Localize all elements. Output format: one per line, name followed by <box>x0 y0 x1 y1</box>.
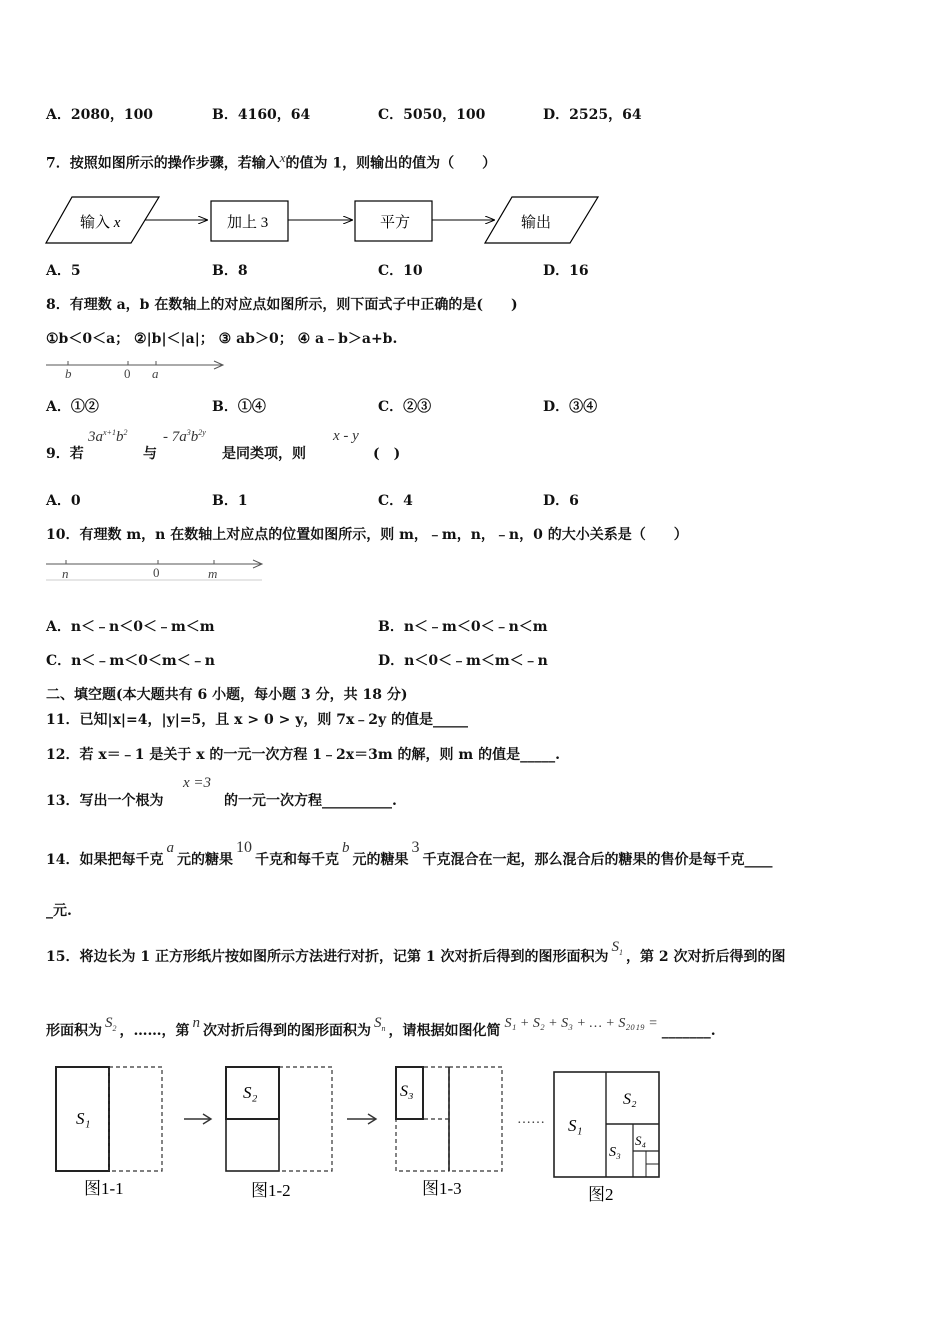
q14-num-3: 3 <box>411 839 420 856</box>
q15-line-2-part-1: 形面积为 <box>46 1023 102 1039</box>
q15-blank: _______. <box>661 1023 716 1039</box>
fig-ellipsis: …… <box>517 1112 545 1127</box>
fig-1-1-label: S₁ <box>76 1109 91 1128</box>
q14-part-2: 元的糖果 <box>176 852 233 868</box>
q9-mid: 与 <box>143 446 157 462</box>
q13-prefix: 13．写出一个根为 <box>46 793 164 809</box>
q7-option-b: B．8 <box>212 263 248 279</box>
q15-line-1 <box>46 939 786 967</box>
q8-question: 8．有理数 a，b 在数轴上的对应点如图所示，则下面式子中正确的是( ) <box>46 297 518 313</box>
flow-input-label: 输入 x <box>80 215 121 231</box>
q9-option-a: A．0 <box>46 493 81 509</box>
q15-var-n: n <box>192 1015 200 1031</box>
q9-option-d: D．6 <box>543 493 579 509</box>
q9-prefix: 9．若 <box>46 446 84 462</box>
figure-1-2 <box>226 1067 332 1200</box>
q8-option-c: C．②③ <box>378 399 432 415</box>
q6-option-b: B．4160，64 <box>212 107 311 123</box>
q8-option-d: D．③④ <box>543 399 598 415</box>
flow-output-label: 输出 <box>521 215 552 231</box>
q11-question: 11．已知|x|=4，|y|=5，且 x > 0 > y，则 7x﹣2y 的值是_____ <box>46 712 469 728</box>
fig-1-3-label: S₃ <box>400 1083 414 1100</box>
q12-question: 12．若 x＝﹣1 是关于 x 的一元一次方程 1﹣2x＝3m 的解，则 m 的值是_____. <box>46 747 560 763</box>
q6-option-a: A．2080，100 <box>46 107 154 123</box>
q15-line-2 <box>46 1015 716 1041</box>
q6-option-d: D．2525，64 <box>543 107 642 123</box>
section-2-heading: 二、填空题(本大题共有 6 小题，每小题 3 分，共 18 分) <box>46 687 408 703</box>
q8-number-line <box>44 354 229 380</box>
q9-term1: $3a^{x+1}b^2$ <box>88 428 128 445</box>
fig-1-2-caption: 图1-2 <box>251 1181 291 1200</box>
q14-part-4: 元的糖果 <box>352 852 409 868</box>
q8-axis-label-b: b <box>65 366 72 380</box>
q7-question <box>46 150 496 173</box>
q15-figures <box>50 1062 670 1212</box>
q14-question <box>46 839 773 869</box>
q13-expr: x =3 <box>183 775 212 791</box>
fig-2-label-s2: S₂ <box>623 1091 637 1108</box>
q14-var-a: a <box>166 840 174 856</box>
flow-square-label: 平方 <box>380 215 411 231</box>
q9-option-c: C．4 <box>378 493 413 509</box>
fig-1-3-caption: 图1-3 <box>422 1179 462 1198</box>
q15-line-2-part-2: ，……，第 <box>119 1023 190 1039</box>
q9-option-b: B．1 <box>212 493 248 509</box>
q14-var-b: b <box>341 840 350 856</box>
q14-part-5: 千克混合在一起，那么混合后的糖果的售价是每千克____ <box>422 852 773 868</box>
q15-line-2-part-4: ，请根据如图化简 <box>388 1023 501 1039</box>
q9-expr: x - y <box>333 428 359 444</box>
q15-line-1-prefix: 15．将边长为 1 正方形纸片按如图所示方法进行对折，记第 1 次对折后得到的图形面积为 <box>46 949 609 965</box>
q8-statements: ①b＜0＜a； ②|b|＜|a|； ③ ab＞0； ④ a﹣b＞a+b. <box>46 331 398 347</box>
q7-flowchart <box>44 192 604 248</box>
q15-s2: $S_2$ <box>105 1015 117 1033</box>
q7-option-a: A．5 <box>46 263 81 279</box>
q9-term2: - $7a^3b^{2y}$ <box>163 428 206 445</box>
q10-axis-label-n: n <box>62 566 69 581</box>
q15-line-1-suffix: ，第 2 次对折后得到的图 <box>625 949 786 965</box>
fig-2-caption: 图2 <box>588 1185 614 1204</box>
q10-question: 10．有理数 m，n 在数轴上对应点的位置如图所示，则 m，﹣m，n，﹣n，0 的大小关系是（ ） <box>46 527 688 543</box>
q10-axis-label-m: m <box>208 566 218 581</box>
q10-option-b: B．n＜﹣m＜0＜﹣n＜m <box>378 619 548 635</box>
q13-suffix: 的一元一次方程__________. <box>224 793 397 809</box>
q10-axis-label-0: 0 <box>153 565 160 580</box>
q8-option-b: B．①④ <box>212 399 266 415</box>
q9-paren: ( ) <box>373 446 401 462</box>
q7-option-d: D．16 <box>543 263 589 279</box>
q15-line-2-part-3: 次对折后得到的图形面积为 <box>203 1023 371 1039</box>
q7-option-c: C．10 <box>378 263 423 279</box>
figure-2 <box>554 1072 659 1204</box>
fig-2-label-s4: S₄ <box>635 1133 647 1148</box>
q14-line-2: _元. <box>46 903 72 919</box>
fig-2-label-s3: S₃ <box>609 1145 621 1160</box>
q7-suffix: 的值为 1，则输出的值为（ ） <box>285 155 497 172</box>
q14-part-1: 14．如果把每千克 <box>46 852 164 868</box>
q10-option-d: D．n＜0＜﹣m＜m＜﹣n <box>378 653 548 669</box>
q8-axis-label-0: 0 <box>124 366 131 380</box>
q8-option-a: A．①② <box>46 399 99 415</box>
q10-option-c: C．n＜﹣m＜0＜m＜﹣n <box>46 653 215 669</box>
q15-s1: $S_1$ <box>611 939 623 957</box>
q7-var: x <box>279 150 286 165</box>
q10-option-a: A．n＜﹣n＜0＜﹣m＜m <box>46 619 215 635</box>
q8-axis-label-a: a <box>152 366 159 380</box>
fig-2-label-s1: S₁ <box>568 1116 583 1135</box>
q10-number-line <box>44 554 269 584</box>
figure-1-1 <box>56 1067 162 1198</box>
flow-add-label: 加上 3 <box>227 215 269 231</box>
q14-num-10: 10 <box>235 839 252 856</box>
q6-option-c: C．5050，100 <box>378 107 486 123</box>
q15-sn: $S_n$ <box>374 1015 386 1033</box>
q9-suffix: 是同类项，则 <box>222 446 306 462</box>
fig-1-1-caption: 图1-1 <box>84 1179 124 1198</box>
q15-sum-expr: S₁ + S₂ + S₃ + … + S₂₀₁₉ = <box>504 1016 658 1031</box>
q7-prefix: 7．按照如图所示的操作步骤，若输入 <box>46 155 280 172</box>
fig-1-2-label: S₂ <box>243 1083 258 1102</box>
figure-1-3 <box>396 1067 502 1198</box>
q14-part-3: 千克和每千克 <box>254 852 339 868</box>
